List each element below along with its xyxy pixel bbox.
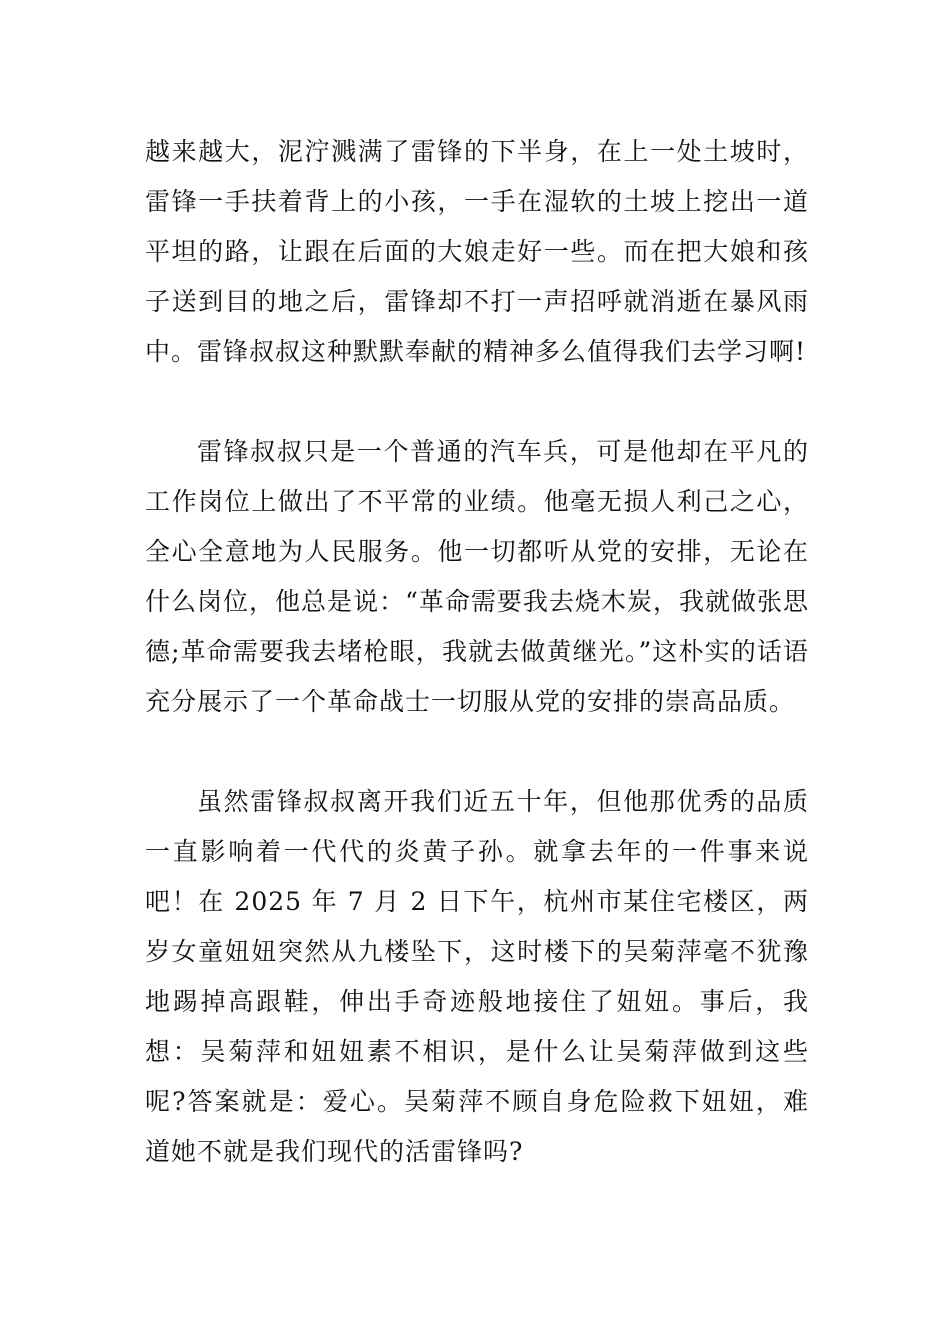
document-body [145, 127, 809, 1177]
paragraph-spacer [145, 377, 809, 427]
paragraph-3: 虽然雷锋叔叔离开我们近五十年，但他那优秀的品质一直影响着一代代的炎黄子孙。就拿去年的一件事来说吧！在 2025 年 7 月 2 日下午，杭州市某住宅楼区，两岁女童妞妞突然从九楼坠下，这时楼下的吴菊萍毫不犹豫地踢掉高跟鞋，伸出手奇迹般地接住了妞妞。事后，我想：吴菊萍和妞妞素不相识，是什么让吴菊萍做到这些呢?答案就是：爱心。吴菊萍不顾自身危险救下妞妞，难道她不就是我们现代的活雷锋吗? [145, 787, 809, 1166]
paragraph-2: 雷锋叔叔只是一个普通的汽车兵，可是他却在平凡的工作岗位上做出了不平常的业绩。他毫无损人利己之心，全心全意地为人民服务。他一切都听从党的安排，无论在什么岗位，他总是说：“革命需要我去烧木炭，我就做张思德;革命需要我去堵枪眼，我就去做黄继光。”这朴实的话语充分展示了一个革命战士一切服从党的安排的崇高品质。 [145, 437, 809, 716]
paragraph-spacer [145, 727, 809, 777]
paragraph-1: 越来越大，泥泞溅满了雷锋的下半身，在上一处土坡时，雷锋一手扶着背上的小孩，一手在湿软的土坡上挖出一道平坦的路，让跟在后面的大娘走好一些。而在把大娘和孩子送到目的地之后，雷锋却不打一声招呼就消逝在暴风雨中。雷锋叔叔这种默默奉献的精神多么值得我们去学习啊! [145, 137, 809, 366]
